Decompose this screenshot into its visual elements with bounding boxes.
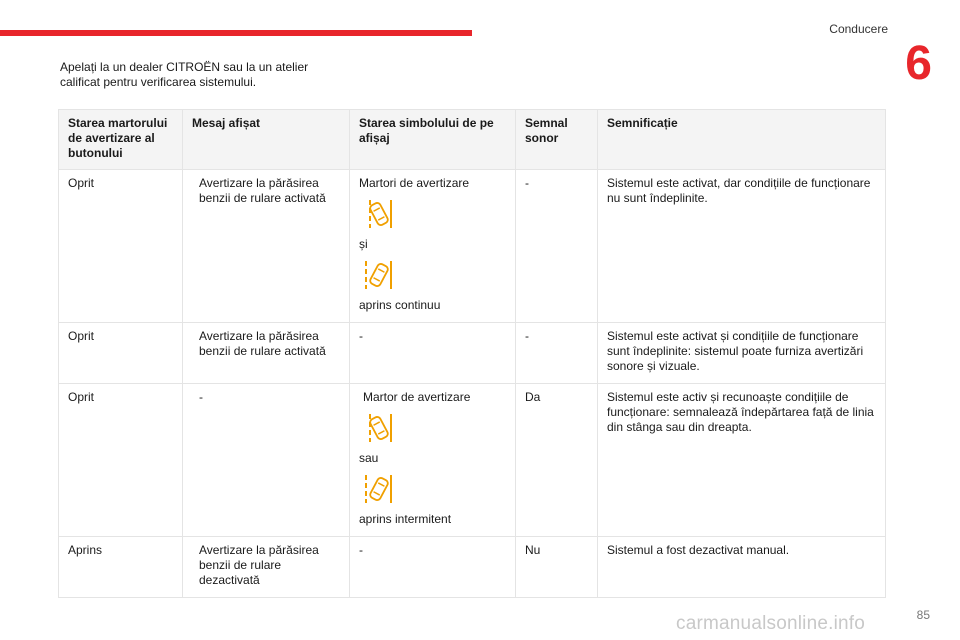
symbol-text: sau <box>359 451 379 465</box>
table-row <box>59 170 886 323</box>
cell-meaning: Sistemul este activat și condițiile de funcționare sunt îndeplinite: sistemul poate furniza avertizări sonore și vizuale. <box>598 323 886 384</box>
cell-meaning: Sistemul este activ și recunoaște condițiile de funcționare: semnalează îndepărtarea față de linia din stânga sau din dreapta. <box>598 384 886 537</box>
symbol-text: Martori de avertizare <box>359 176 470 190</box>
message-text: Avertizare la părăsirea benzii de rulare activată <box>199 329 326 358</box>
header-cell: Mesaj afișat <box>183 110 350 170</box>
warning-lamp-table <box>58 109 886 598</box>
cell-state: Aprins <box>59 537 183 598</box>
table-header-row <box>59 110 886 170</box>
message-text: - <box>199 390 203 404</box>
cell-symbol: - <box>350 323 516 384</box>
cell-sound: - <box>516 323 598 384</box>
lane-departure-right-icon <box>361 413 395 443</box>
header-accent-bar <box>0 30 472 36</box>
header-cell: Semnal sonor <box>516 110 598 170</box>
cell-state: Oprit <box>59 170 183 323</box>
cell-symbol <box>350 384 516 537</box>
page-number: 85 <box>916 608 930 622</box>
symbol-text: aprins continuu <box>359 298 441 312</box>
table-row <box>59 384 886 537</box>
cell-message <box>183 323 350 384</box>
watermark: carmanualsonline.info <box>676 613 866 634</box>
cell-sound: - <box>516 170 598 323</box>
symbol-text: aprins intermitent <box>359 512 452 526</box>
intro-text: Apelați la un dealer CITROËN sau la un atelier calificat pentru verificarea sistemului. <box>60 60 309 89</box>
cell-message <box>183 384 350 537</box>
cell-message <box>183 170 350 323</box>
table-row <box>59 537 886 598</box>
cell-sound: Da <box>516 384 598 537</box>
table-row <box>59 323 886 384</box>
chapter-number: 6 <box>905 37 932 90</box>
cell-sound: Nu <box>516 537 598 598</box>
section-title: Conducere <box>829 22 888 36</box>
lane-departure-left-icon <box>361 260 395 290</box>
message-text: Avertizare la părăsirea benzii de rulare activată <box>199 176 326 205</box>
cell-state: Oprit <box>59 384 183 537</box>
message-text: Avertizare la părăsirea benzii de rulare dezactivată <box>199 543 319 587</box>
header-cell: Starea simbolului de pe afișaj <box>350 110 516 170</box>
cell-message <box>183 537 350 598</box>
cell-symbol: - <box>350 537 516 598</box>
lane-departure-left-icon <box>361 474 395 504</box>
symbol-text: Martor de avertizare <box>363 390 471 404</box>
header-cell: Semnificație <box>598 110 886 170</box>
cell-state: Oprit <box>59 323 183 384</box>
lane-departure-right-icon <box>361 199 395 229</box>
header-cell: Starea martorului de avertizare al butonului <box>59 110 183 170</box>
cell-meaning: Sistemul a fost dezactivat manual. <box>598 537 886 598</box>
symbol-text: și <box>359 237 368 251</box>
cell-symbol <box>350 170 516 323</box>
cell-meaning: Sistemul este activat, dar condițiile de funcționare nu sunt îndeplinite. <box>598 170 886 323</box>
